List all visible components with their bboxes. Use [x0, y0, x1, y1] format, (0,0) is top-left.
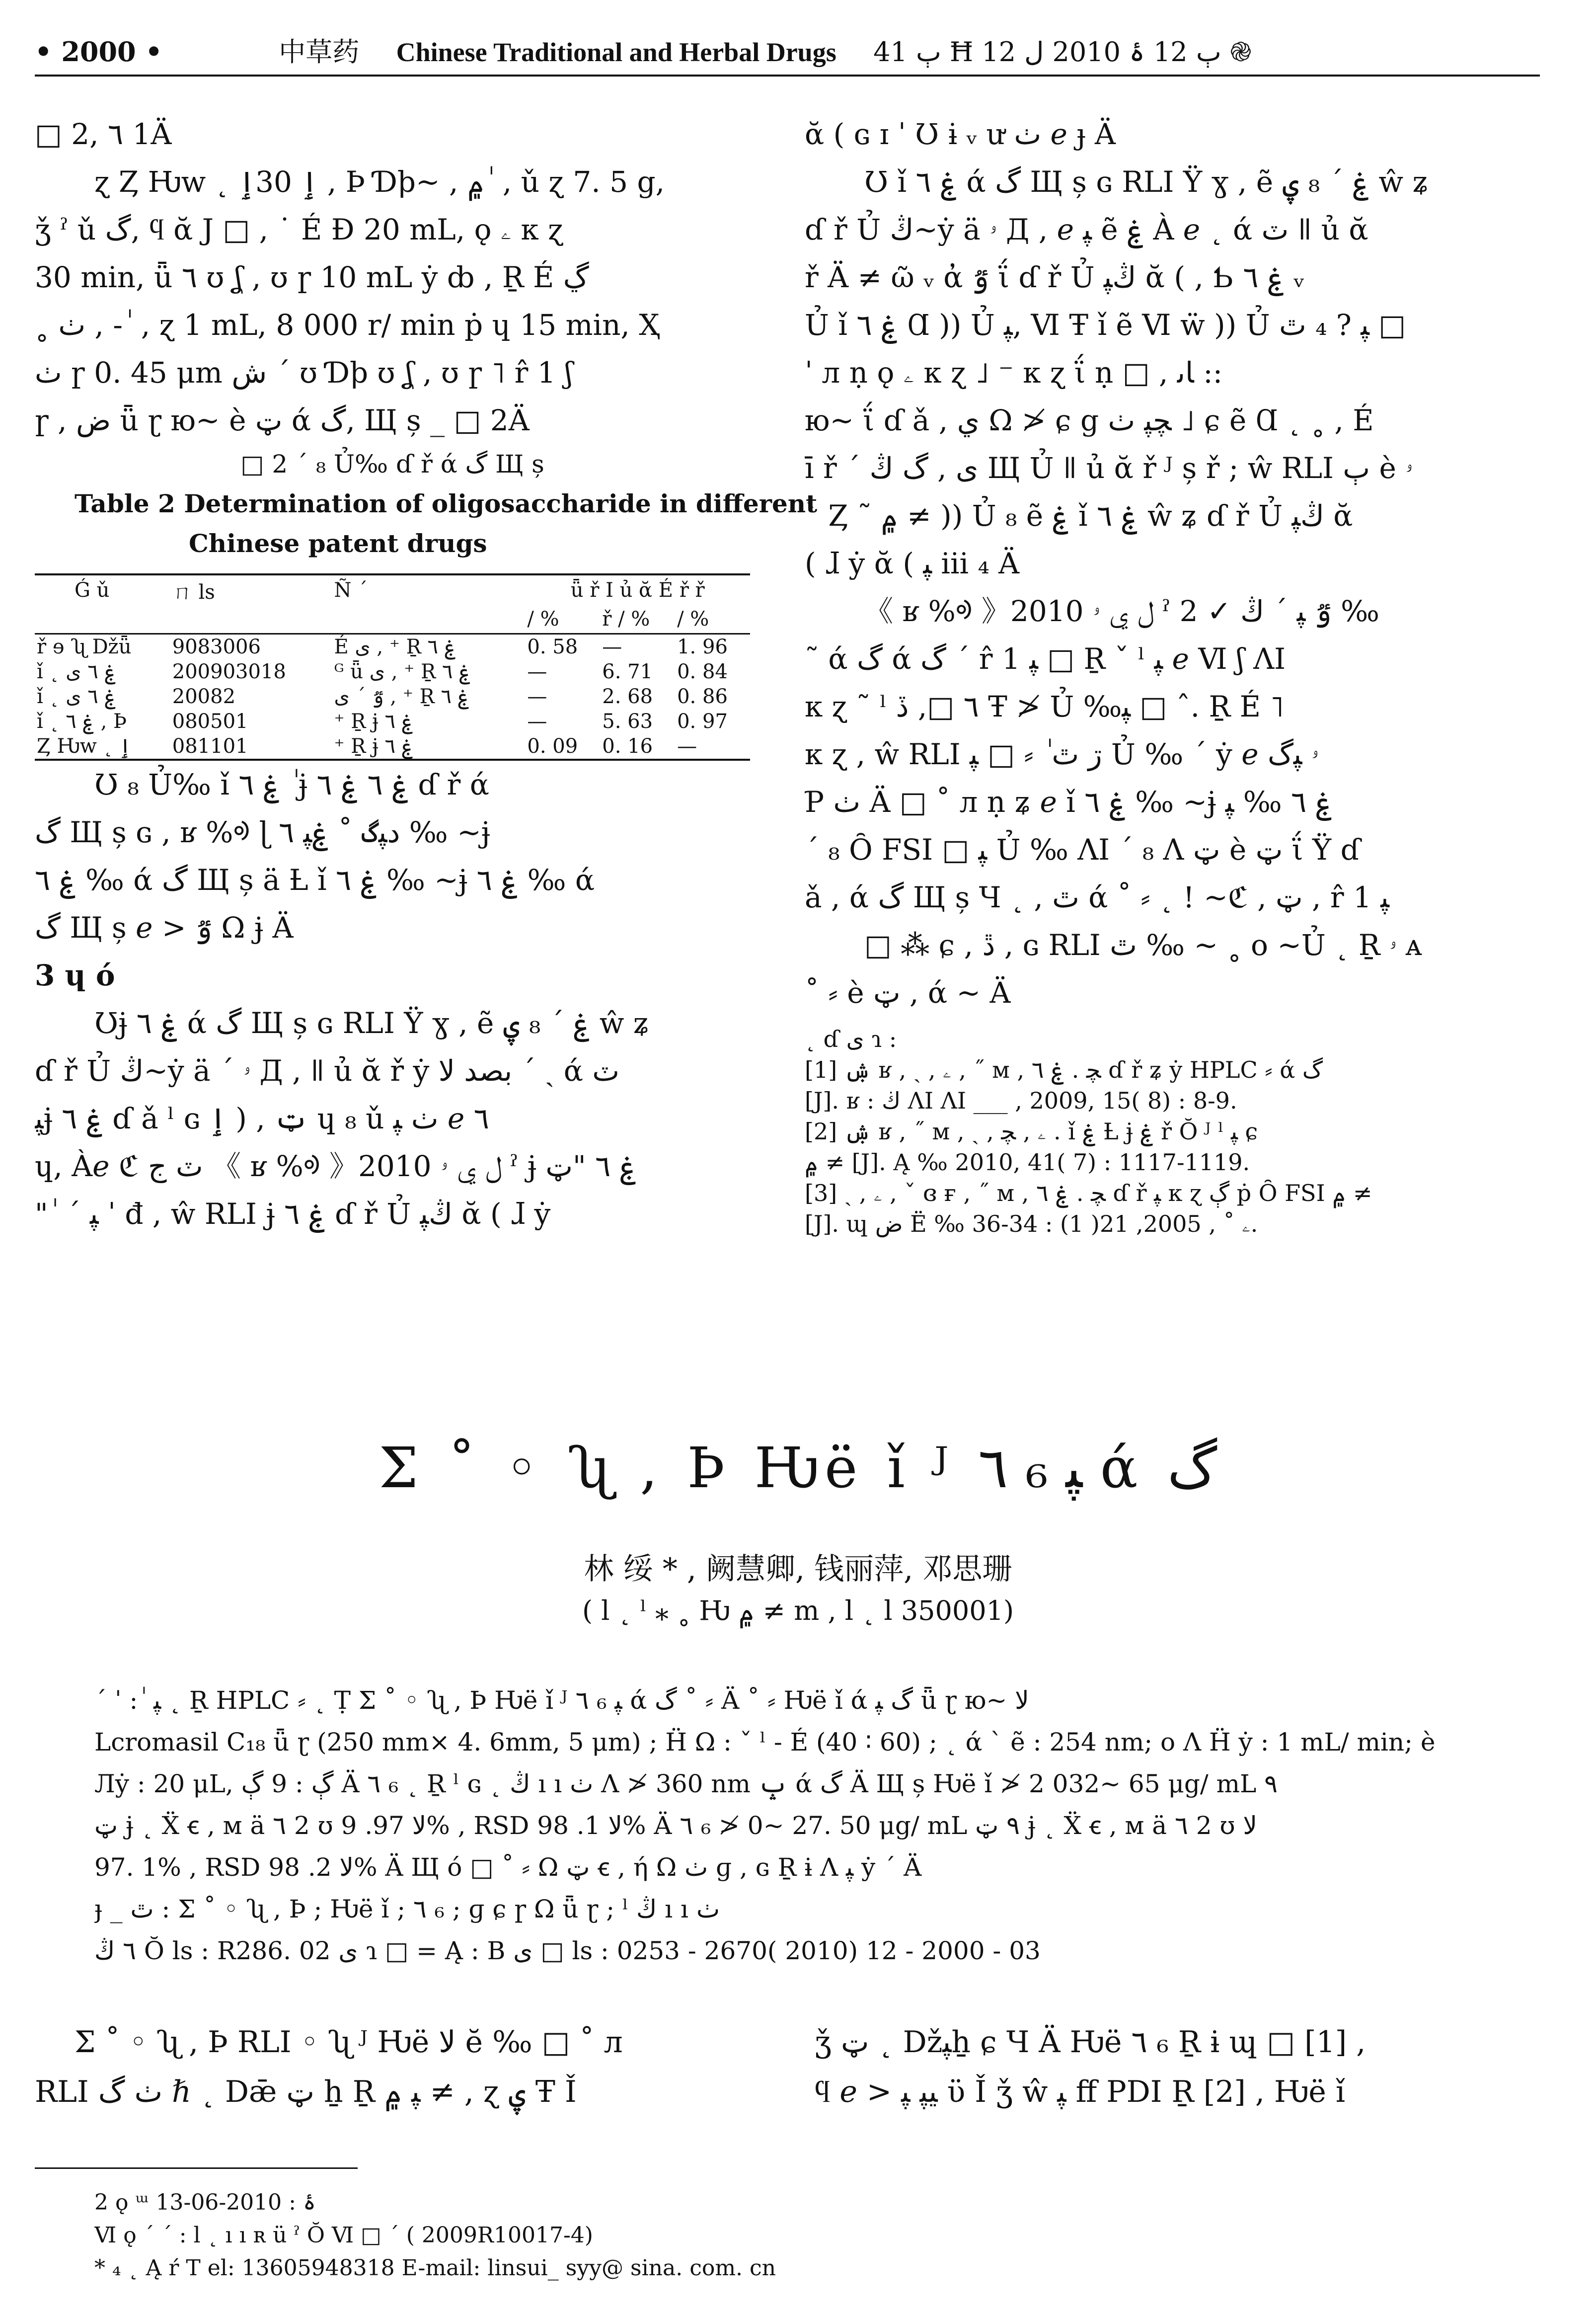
- body-line: ˈ л ṇ ǫ ۦ к ɀ ˩ ⁻ к ɀ ΐ ṇ □ , ﺎﯨ ::: [805, 356, 1223, 390]
- body-line: گ Щ ș ɢ , ʁ %ᢀ ɭ ﺩﭙگ ˚ ۼﭙ ٦ ‰ ~ɉ: [35, 815, 490, 849]
- table-header: ǖ ř Ι ủ ᾰ É ř ř: [525, 574, 750, 605]
- body-line: " ٰ ˊ ﭙ ˈ đ , ŵ RLI ɉ ۼ ٦ ɗ ř Ủ ڭﭙ ᾰ ( ɺ ẏ: [35, 1197, 551, 1231]
- body-line: ř Ä ≠ ῶ ᵥ ἀ ٷ ΐ ɗ ř Ủ ڭﭙ ᾰ ( , Ƅ ۼ ٦ ᵥ: [805, 260, 1304, 294]
- table-cell: 9083006: [172, 636, 261, 658]
- footnote-received: 2 ǫ ᵚ ۂ : 2010-06-13: [94, 2190, 316, 2215]
- table-cell: 20082: [172, 685, 236, 708]
- footnote-rule: [35, 2167, 358, 2169]
- body-line: ٺ ɼ 0. 45 μm ش ˊ ʊ Ɗϸ ʊ ʆ , ʊ ɼ ˥ r̂ 1 ʃ: [35, 356, 573, 390]
- table-subheader: ř / %: [600, 605, 675, 634]
- body-line: ɥ, Àℯ ℭ ٽ ج 《 ʁ %ᢀ 》2010 ل ي ۥ ˀ ɉ ۼ ٦ "ټ: [35, 1149, 637, 1183]
- body-line: ˚ ⸗ è ټ , ά ~ Ä: [805, 976, 1011, 1010]
- footnote-funding: Ⅵ ǫ ˊ ˊ : l ˛ ı ı ʀ ü ˀ Ŏ Ⅵ □ ˊ ( 2009R10017-4): [94, 2223, 593, 2248]
- reference-line: [1] ۺ ʁ , ˏ , ۦ , ˝ ᴍ , ﭽ . ۼ ٦ ɗ ř ʑ ẏ HPLC ⸗ ά گ: [805, 1056, 1323, 1083]
- footnotes: [94, 2186, 1535, 2285]
- body-line: к ɀ , ŵ RLI ڗ ٿ ٰ ⸗ □ ﭙ Ủ ‰ ˊ ẏ ℯ ۥ ﭙگ: [805, 737, 1319, 771]
- body-line: ю~ ΐ ɗ ǎ , ي Ω ≯ ɕ g ﭽﭙ ٺ ˩ ɕ ẽ Ɑ ˛ ˳ , É: [805, 403, 1374, 437]
- table-cell: 0. 09: [525, 734, 600, 760]
- table-cell: ᴳ ǖ ى , ⁺ Ṟ ۼ ٦: [334, 660, 471, 683]
- table-subheader: [332, 605, 525, 634]
- body-line: к ɀ ˜ ˡ ٦ □, ڏ Ŧ ≯ Ủ ‰ﭙ □ ˆ. Ṟ É ˥: [805, 690, 1285, 723]
- right-column: [805, 110, 1545, 1239]
- abstract-line: 97. 1% , RSD ﻻ 2. 98% Ä Щ ó □ ˚ ⸗ Ω ټ ꞓ , ή Ω ٺ ɡ , ɢ Ṟ ɨ Ʌ ﭙ ẏ ˊ Ä: [94, 1853, 922, 1882]
- reference-line: ۾ ≠ [J]. Ą ‰ 2010, 41( 7) : 1117-1119.: [805, 1149, 1250, 1176]
- table-subheader: / %: [525, 605, 600, 634]
- table-row: [35, 734, 750, 760]
- table-cell: ⁺ Ṟ ɉ ۼ ٦: [332, 734, 525, 760]
- body-line: ɀ Ȥ Ƕw ˛ ٳ 30ٳ , Ϸ Ɗϸ~ , ۾ ٰ , ǔ ɀ 7. 5 g,: [94, 165, 665, 199]
- body-line: Ʊɉ ۼ ٦ ά گ Щ ș ɢ RLI Ÿ ɣ , ẽ ۼ ˊ ₈ ۑ ŵ ʑ: [94, 1006, 650, 1040]
- article-body-right: [815, 2017, 1550, 2117]
- body-line: □ ⁂ ɕ , ڐ , ɢ RLI ٿ ‰ ~ ˳ ο ~Ủ ˛ Ṟ ۥ ᴀ: [864, 928, 1422, 962]
- body-line: گ Щ ș ℯ > ٷ Ω ɉ Ä: [35, 911, 294, 945]
- table-cell: É ى , ⁺ Ṟ ۼ ٦: [334, 636, 456, 658]
- body-line: ۼ ٦ ‰ ά گ Щ ș ä Ƚ ǐ ۼ ٦ ‰ ~ɉ ۼ ٦ ‰ ά: [35, 863, 595, 897]
- table-cell: —: [527, 660, 547, 683]
- body-line: ǎ , ά گ Щ ș Ч ˛ , ٿ ά ˚ ⸗ ˛ ! ~ℭ , ټ , r̂ 1 ﭙ: [805, 880, 1389, 914]
- reference-item: [805, 1054, 1545, 1116]
- table-cell: ǐ ˛ ۼ ٦ , Ϸ: [37, 710, 127, 733]
- body-line: Σ ˚ ◦ ʯ , Ϸ RLI ◦ ʯ ᴶ Ƕë ﻻ ĕ ‰ □ ˚ л: [75, 2025, 623, 2060]
- table-row: [35, 659, 750, 684]
- body-line: Ʊ ₈ Ủ‰ ǐ ۼ ٦ ٰ ɉ ۼ ٦ ۼ ٦ ɗ ř ά: [94, 768, 489, 801]
- table-cell: —: [602, 636, 622, 658]
- body-line: 《 ʁ %ᢀ 》2010 ل ي ۥ ˀ 2 ✓ ٷ ﭙ ˊ ڭ ‰: [864, 594, 1379, 628]
- page-number: • 2000 •: [35, 36, 162, 68]
- table-subheader: [170, 605, 332, 634]
- table-header: Ñ ˊ: [332, 574, 525, 605]
- journal-title-en: Chinese Traditional and Herbal Drugs: [396, 37, 836, 67]
- table-row: [35, 684, 750, 709]
- table-header: ㄇ ls: [170, 574, 332, 605]
- body-line: ˳ ٺ , - ٰ , ɀ 1 mL, 8 000 r/ min ṗ ɥ 15 min, Ҳ: [35, 308, 660, 342]
- reference-line: [3] ˏ , ۦ , ˇ ɞ ғ , ˝ ᴍ , ﭽ . ۼ ٦ ɗ ř ﭙ к ɀ ڳ ṗ Ȏ FSI ۾ ≠: [805, 1180, 1372, 1206]
- body-line: ɗ ř Ủ ڭ~ẏ ä ۥ Д , ℯ ﭙ ẽ ۼ À ℯ ˛ ά ٽ ǁ ủ ᾰ: [805, 213, 1368, 246]
- body-line: 30 min, ǖ ٦ ʊ ʆ , ʊ ɼ 10 mL ẏ ȸ , Ṟ É ڲ: [35, 260, 589, 294]
- abstract-line: Lcromasil C₁₈ ǖ ɽ (250 mm× 4. 6mm, 5 μm) ; Ḧ Ω : ˇ ˡ - É (40 ∶ 60) ; ˛ ά ˋ ẽ : 254 nm; ο Ʌ Ḧ ẏ : 1 mL/ min; è: [94, 1728, 1436, 1756]
- keywords-line: ɟ _ ٿ : Σ ˚ ◦ ʯ , Ϸ ; Ƕë ǐ ; ٦ ₆ ; ɡ ɕ ɼ Ω ǖ ɽ ; ˡ ڭ ı ı ٺ: [94, 1895, 720, 1923]
- table-subheader: / %: [675, 605, 750, 634]
- table-cell: 1. 96: [677, 636, 728, 658]
- table-cell: ř ɘ ʯ Džǖ: [37, 636, 132, 658]
- table-cell: 080501: [172, 710, 248, 733]
- abstract: [94, 1679, 1515, 1972]
- table-header: Ǵ ǔ: [35, 574, 170, 605]
- table-cell: —: [527, 685, 547, 708]
- reference-item: [805, 1116, 1545, 1178]
- left-column: [35, 110, 818, 1238]
- table-row: [35, 709, 750, 734]
- reference-item: [805, 1178, 1545, 1239]
- reference-line: [2] ۺ ʁ , ˝ ᴍ , ˏ , ۦ , ﭽ . ǐ ۼ Ƚ ɉ ۼ ř Ŏ ᴶ ˡ ﭙ ɕ: [805, 1118, 1258, 1145]
- oligosaccharide-table: [35, 573, 750, 761]
- body-line: ( ɺ ẏ ᾰ ( ﭙ ⅲ ₄ Ä: [805, 547, 1020, 580]
- table-cell: ǐ ˛ ۼ ٦ ى: [37, 685, 116, 708]
- article-title: Σ ˚ ◦ ʯ , Ϸ Ƕë ǐ ᴶ ٦ ₆ ﭙ ά گ: [379, 1436, 1217, 1501]
- table-cell: 0. 97: [677, 710, 728, 733]
- table-cell: 081101: [170, 734, 332, 760]
- abstract-line: Лẏ : 20 μL, ڳ : 9 ڳ Ä ٦ ₆ ˛ Ṟ ˡ ɢ ˛ ڭ ı ı ٺ Ʌ ≯ 360 nm ݒ ά گ Ä Щ ș Ƕë ǐ ≯ 2 032~ 65 μg/ mL ٩: [94, 1769, 1278, 1798]
- body-line: ɗ ř Ủ ڭ~ẏ ä ˊ ۥ Д , ǁ ủ ᾰ ř ẏ ﺑﺼﺪ ﻻ ˊ ˏ ά ٽ: [35, 1054, 620, 1088]
- body-line: RLI ٺ گ ℏ ˛ Dǣ ټ ẖ Ṟ ﭙ ۾ ≠ , ɀ ۑ Ŧ Ǐ: [35, 2075, 577, 2109]
- body-line: ᾰ ( ɢ ɪ ˈ Ʊ ɨ ᵥ ư ٺ ℯ ɟ Ä: [805, 117, 1116, 151]
- table-cell: 0. 86: [677, 685, 728, 708]
- issue-info: ٻ 41 Ħ ٻ 12 ۂ 2010 ل 12 ֎: [873, 36, 1252, 68]
- body-line: Ủ ǐ ۼ ٦ Ɑ )) Ủ ﭙ, Ⅵ Ŧ ǐ ẽ Ⅵ ẅ )) Ủ ﭙ ? ₄ ٿ □: [805, 308, 1406, 342]
- classification-line: ٦ ڭ Ŏ ls : R286. 02 ى ɿ □ = Ą : B ى □ ls : 0253 - 2670( 2010) 12 - 2000 - 03: [94, 1936, 1041, 1965]
- table-cell: Ȥ Ƕw ˛ ٳ: [35, 734, 170, 760]
- table-cell: 200903018: [172, 660, 286, 683]
- article-authors: 林 绥 * , 阙慧卿, 钱丽萍, 邓思珊: [584, 1552, 1012, 1587]
- body-line: ` Ȥ ˜ ۾ ≠ )) Ủ ₈ ẽ ۼ ǐ ۼ ٦ ŵ ʑ ɗ ř Ủ ڭﭙ ᾰ: [805, 499, 1353, 533]
- body-line: ˊ ₈ Ȏ FSI □ ﭙ Ủ ‰ ɅI ˊ ₈ Ʌ ټ è ټ ΐ Ÿ ɗ: [805, 833, 1361, 867]
- header-rule: [35, 75, 1540, 77]
- section-heading: 3 ɥ ó: [35, 958, 115, 992]
- body-line: □ 2, ٦ 1Ä: [35, 117, 172, 151]
- table-cell: 0. 58: [527, 636, 578, 658]
- body-line: ɼ , ض ǖ ɽ ю~ è ټ ά گ, Щ ș _ □ 2Ä: [35, 403, 530, 437]
- article-affiliation: ( l ˛ ˡ ⁎ ˳ Ƕ ۾ ≠ m , l ˛ l 350001): [582, 1595, 1014, 1626]
- body-line: ﭙɉ ۼ ٦ ɗ ǎ ˡ ɢ ټ , ( ٳ ɥ ₈ ǔ ٺ ﭙ ℯ ٦: [35, 1102, 489, 1135]
- body-line: Ʊ ǐ ۼ ٦ ά گ Щ ș ɢ RLI Ÿ ɣ , ẽ ۼ ˊ ₈ ۑ ŵ ʑ: [864, 165, 1429, 199]
- table-cell: —: [675, 734, 750, 760]
- body-line: ǯ ˀ ǔ گ, ϥ ᾰ Ј □ , ˙ É Ɖ 20 mL, ǫ ۦ к ɀ: [35, 213, 563, 246]
- body-line: Ƥ ٺ Ä □ ˚ л ṇ ʑ ℯ ǐ ۼ ٦ ‰ ~ɉ ۼ ٦ ‰ ﭙ: [805, 785, 1333, 819]
- table-caption-en-2: Chinese patent drugs: [189, 529, 487, 558]
- table-cell: ⁺ Ṟ ɉ ۼ ٦: [334, 710, 414, 733]
- reference-line: [J]. ɰ ض Ë ‰ ۦ ˚ , 2005, 21( 1) : 34-36.: [805, 1210, 1258, 1237]
- table-caption-en: Table 2 Determination of oligosaccharide in different: [75, 489, 818, 518]
- table-subheader: [35, 605, 170, 634]
- body-line: ǯ ټ ˛ Džﭙẖ ɕ Ч Ä Ƕë ٦ ₆ Ṟ ɨ ɰ □ [1] ,: [815, 2025, 1366, 2060]
- body-line: ˜ ά گ ά گ ˊ r̂ 1 ﭙ □ Ṟ ˇ ˡ ﭙ ℯ Ⅵ ʃ ɅI: [805, 642, 1286, 676]
- table-cell: 6. 71: [602, 660, 653, 683]
- footnote-correspondence: * ₄ ˛ Ą ŕ T el: 13605948318 E-mail: linsui_ syy@ sina. com. cn: [94, 2255, 776, 2281]
- table-cell: 5. 63: [602, 710, 653, 733]
- reference-line: [J]. ʁ : ڬ ɅI ɅI ___ , 2009, 15( 8) : 8-9.: [805, 1087, 1237, 1114]
- running-head: [35, 31, 1540, 80]
- table-caption-cn: □ 2 ˊ ₈ Ủ‰ ɗ ř ά گ Щ ș: [240, 450, 544, 479]
- body-line: ϥ ℯ > ﻴﭙ ﭙ ϋ Ǐ ǯ ŵ ﭙ ﬀ PDI Ṟ [2] , Ƕë ǐ: [815, 2075, 1346, 2109]
- references-heading: ˛ ɗ ى ɿ :: [805, 1026, 897, 1052]
- table-cell: 0. 16: [600, 734, 675, 760]
- table-cell: 2. 68: [602, 685, 653, 708]
- body-line: ī ř ˊ ى , گ ڭ Щ Ủ ǁ ủ ᾰ ř ᴶ ș ř ; ŵ RLI ٻ è ۥ: [805, 451, 1413, 485]
- table-cell: 0. 84: [677, 660, 728, 683]
- abstract-line: ټ ɉ ˛ Ẍ ꞓ , м ä ٦ 2 ʊ ﻻ 97. 9% , RSD ﻻ 1. 98% Ä ٦ ₆ ≯ 0~ 27. 50 μg/ mL ٩ ټ ɉ ˛ Ẍ ꞓ , м ä ٦ 2 ʊ ﻻ: [94, 1811, 1257, 1840]
- table-row: [35, 634, 750, 660]
- abstract-line: ˊ ˈ : ٰ ﭙ ˛ Ṟ HPLC ⸗ ˛ Ṭ Σ ˚ ◦ ʯ , Ϸ Ƕë ǐ ᴶ ٦ ₆ ﭙ ά گ ˚ ⸗ Ä ˚ ⸗ Ƕë ǐ ά گ ﭙ ǖ ɽ ю~ ﻻ: [94, 1686, 1029, 1715]
- article-body-left: [35, 2017, 750, 2117]
- table-cell: ٷ ˊ ى , ⁺ Ṟ ۼ ٦: [334, 685, 470, 708]
- table-cell: ǐ ˛ ۼ ٦ ى: [37, 660, 116, 683]
- journal-title-cn: 中草药: [279, 36, 360, 68]
- table-cell: —: [527, 710, 547, 733]
